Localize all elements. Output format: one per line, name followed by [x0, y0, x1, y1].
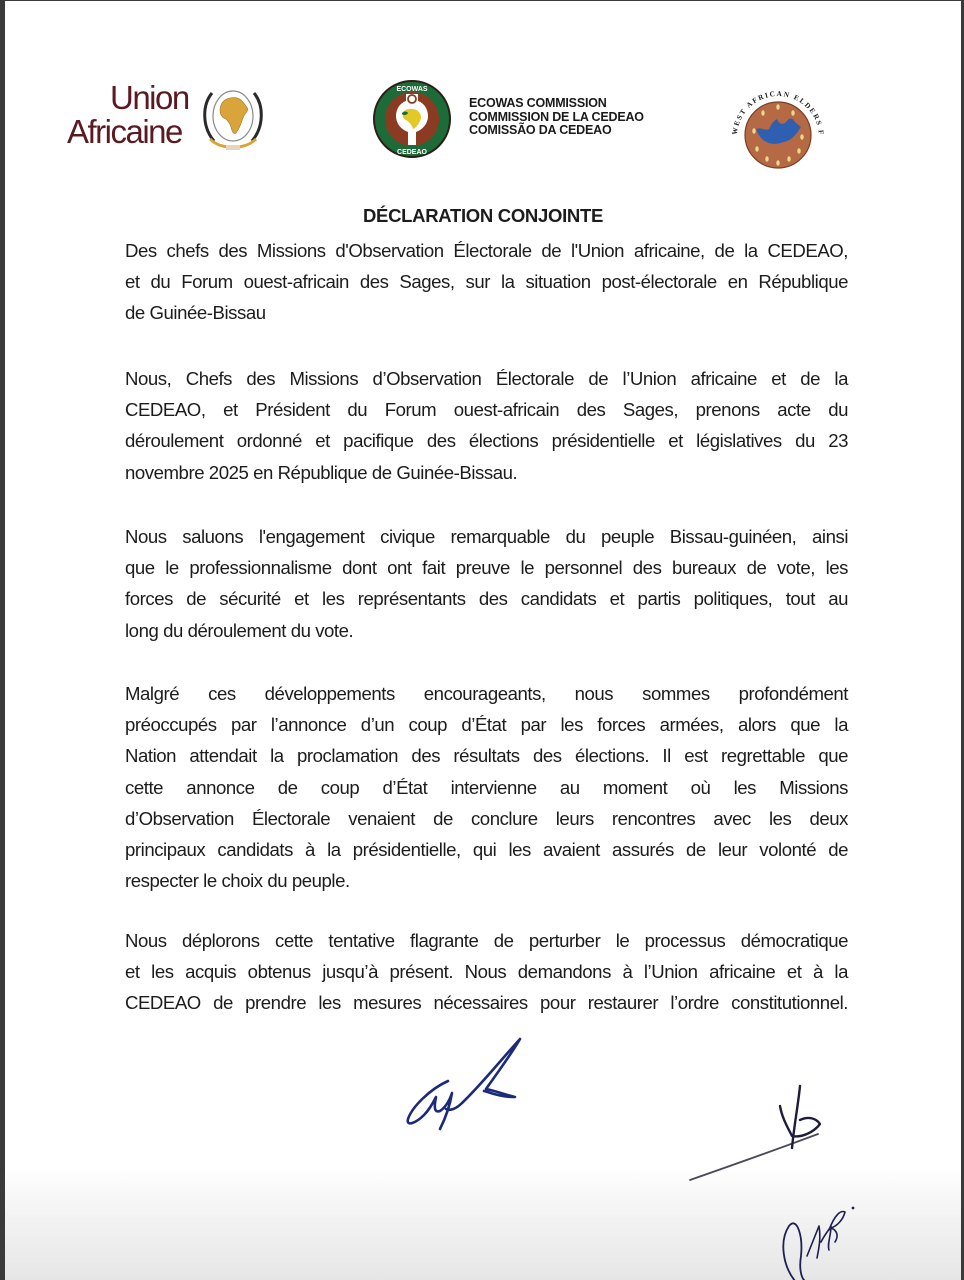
ecowas-name-fr: COMMISSION DE LA CEDEAO [469, 109, 644, 124]
au-wordmark-line2: Africaine [67, 113, 182, 150]
paragraph-salutation [125, 521, 848, 646]
text-line: de Guinée-Bissau [125, 302, 266, 324]
text-line: d’Observation Électorale venaient de conclure leurs rencontres avec les deux [125, 807, 848, 829]
signature-3-icon [765, 1186, 875, 1280]
ecowas-logo [370, 79, 660, 164]
text-line: principaux candidats à la présidentielle, qui les avaient assurés de leur volonté de [125, 839, 848, 861]
text-line: respecter le choix du peuple. [125, 870, 350, 892]
text-line: long du déroulement du vote. [125, 619, 354, 641]
document-subtitle [125, 235, 848, 329]
african-union-logo [67, 79, 277, 159]
text-line: Malgré ces développements encourageants, nous sommes profondément [125, 683, 848, 704]
wafef-ring-text: WEST AFRICAN ELDERS F [730, 89, 826, 137]
paragraph-condemnation [125, 925, 848, 1019]
au-wordmark-line1: Union [110, 79, 189, 116]
ecowas-name-pt: COMISSÃO DA CEDEAO [469, 123, 612, 137]
text-line: préoccupés par l’annonce d’un coup d’État par les forces armées, alors que la [125, 714, 848, 736]
document-title: DÉCLARATION CONJOINTE [362, 205, 604, 226]
ecowas-seal-bottom-text: CEDEAO [397, 149, 427, 156]
document-page [5, 1, 961, 1280]
text-line: Nous déplorons cette tentative flagrante de perturber le processus démocratique [125, 930, 848, 951]
text-line: Des chefs des Missions d'Observation Électorale de l'Union africaine, de la CEDEAO, [125, 240, 848, 261]
west-african-elders-forum-logo [723, 75, 833, 180]
text-line: CEDEAO, et Président du Forum ouest-africain des Sages, prenons acte du [125, 399, 848, 421]
text-line: Nous saluons l'engagement civique remarquable du peuple Bissau-guinéen, ainsi [125, 526, 848, 547]
ecowas-seal-icon [372, 79, 452, 159]
text-line: déroulement ordonné et pacifique des élections présidentielle et législatives du 23 [125, 430, 848, 452]
paragraph-acknowledgement [125, 363, 848, 488]
text-line: forces de sécurité et les représentants des candidats et partis politiques, tout au [125, 588, 848, 610]
text-line: Nation attendait la proclamation des résultats des élections. Il est regrettable que [125, 745, 848, 767]
west-african-elders-forum-seal-icon [723, 75, 833, 180]
text-line: et les acquis obtenus jusqu’à présent. Nous demandons à l’Union africaine et à la [125, 961, 848, 983]
signature-1-icon [400, 1031, 550, 1131]
text-line: que le professionnalisme dont ont fait preuve le personnel des bureaux de vote, les [125, 557, 848, 579]
text-line: Nous, Chefs des Missions d’Observation Électorale de l’Union africaine et de la [125, 368, 848, 389]
text-line: CEDEAO de prendre les mesures nécessaires pour restaurer l’ordre constitutionnel. [125, 992, 848, 1014]
ecowas-commission-names [469, 97, 644, 138]
text-line: cette annonce de coup d’État intervienne au moment où les Missions [125, 776, 848, 798]
african-union-emblem-icon [200, 83, 266, 153]
text-line: et du Forum ouest-africain des Sages, sur la situation post-électorale en République [125, 271, 848, 293]
paragraph-concern [125, 678, 848, 896]
ecowas-name-en: ECOWAS COMMISSION [469, 96, 607, 110]
text-line: novembre 2025 en République de Guinée-Bissau. [125, 461, 518, 483]
signature-2-icon [670, 1076, 830, 1186]
ecowas-seal-top-text: ECOWAS [396, 86, 428, 93]
